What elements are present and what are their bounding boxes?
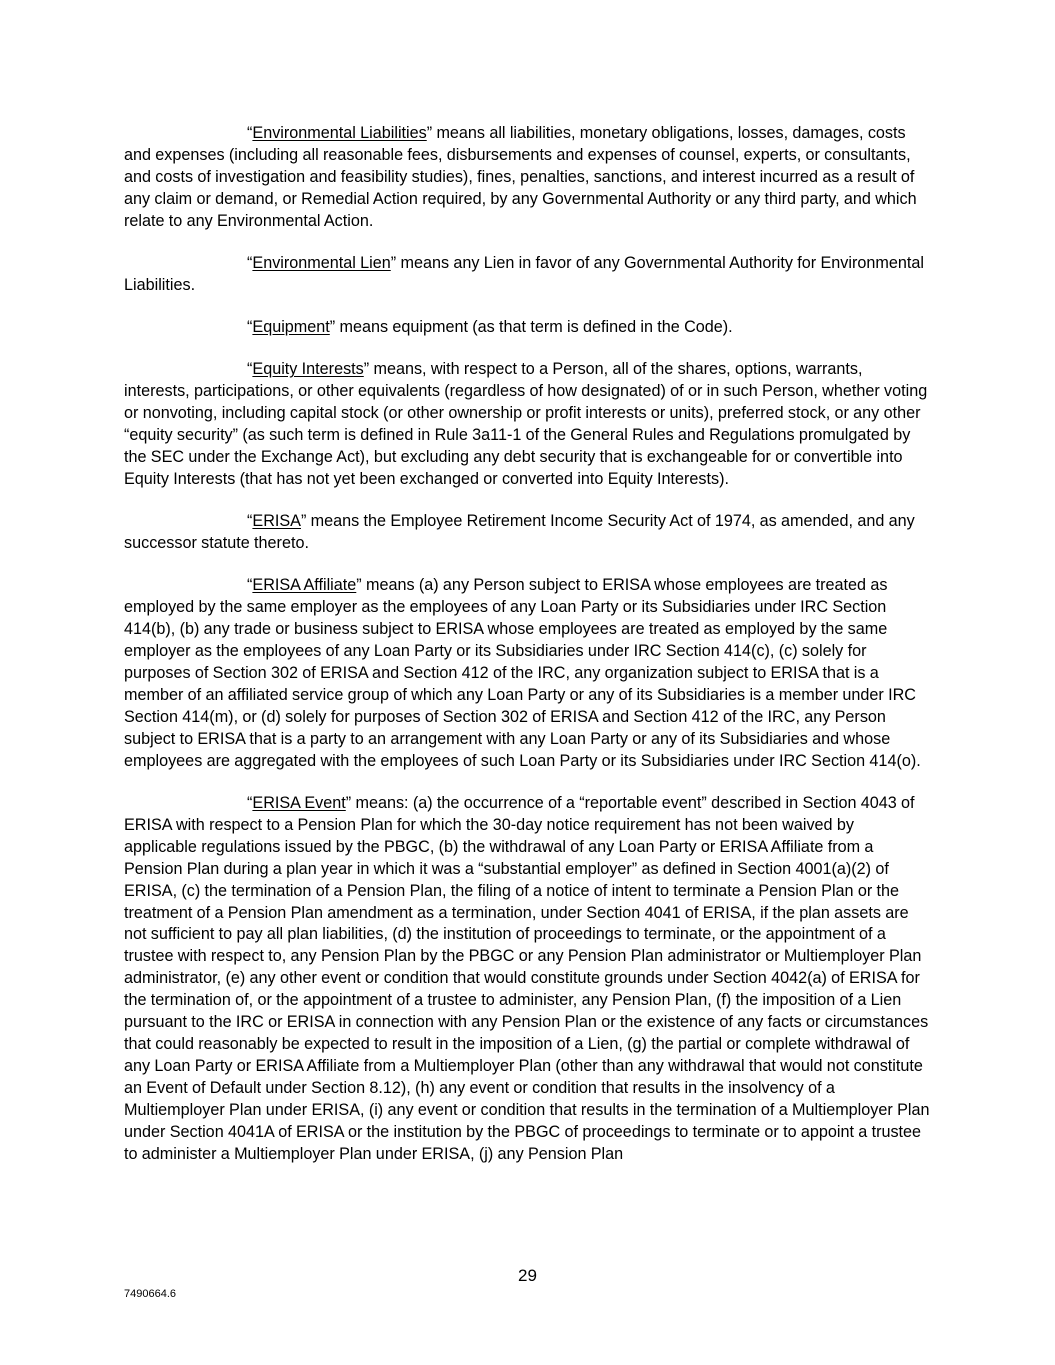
open-quote: “	[247, 124, 253, 142]
definition-text: ” means: (a) the occurrence of a “reportable event” described in Section 4043 of ERISA with respect to a Pension Plan for which the 30-day notice requirement has not been waived by applicable regulations issued by the PBGC, (b) the withdrawal of any Loan Party or ERISA Affiliate from a Pension Plan during a plan year in which it was a “substantial employer” as defined in Section 4001(a)(2) of ERISA, (c) the termination of a Pension Plan, the filing of a notice of intent to terminate a Pension Plan or the treatment of a Pension Plan amendment as a termination, under Section 4041 of ERISA, if the plan assets are not sufficient to pay all plan liabilities, (d) the institution of proceedings to terminate, or the appointment of a trustee with respect to, any Pension Plan by the PBGC or any Pension Plan administrator or Multiemployer Plan administrator, (e) any other event or condition that would constitute grounds under Section 4042(a) of ERISA for the termination of, or the appointment of a trustee to administer, any Pension Plan, (f) the imposition of a Lien pursuant to the IRC or ERISA in connection with any Pension Plan or the existence of any facts or circumstances that could reasonably be expected to result in the imposition of a Lien, (g) the partial or complete withdrawal of any Loan Party or ERISA Affiliate from a Multiemployer Plan (other than any withdrawal that would not constitute an Event of Default under Section 8.12), (h) any event or condition that results in the insolvency of a Multiemployer Plan under ERISA, (i) any event or condition that results in the termination of a Multiemployer Plan under Section 4041A of ERISA or the institution by the PBGC of proceedings to terminate or to appoint a trustee to administer a Multiemployer Plan under ERISA, (j) any Pension Plan	[124, 794, 930, 1163]
definitions-body	[124, 123, 931, 1186]
open-quote: “	[247, 253, 253, 272]
open-quote: “	[247, 576, 253, 595]
definition-text: ” means any Lien in favor of any Governmental Authority for Environmental Liabilities.	[124, 253, 924, 294]
open-quote: “	[247, 512, 253, 531]
definition-erisa	[124, 511, 931, 555]
defined-term: Equity Interests	[252, 360, 364, 379]
document-id: 7490664.6	[124, 1288, 176, 1300]
open-quote: “	[247, 318, 253, 337]
definition-text: ” means equipment (as that term is defined in the Code).	[329, 318, 733, 337]
open-quote: “	[247, 794, 253, 812]
definition-text: ” means, with respect to a Person, all of the shares, options, warrants, interests, participations, or other equivalents (regardless of how designated) of or in such Person, whether voting or nonvoting, including capital stock (or other ownership or profit interests or units), preferred stock, or any other “equity security” (as such term is defined in Rule 3a11-1 of the General Rules and Regulations promulgated by the SEC under the Exchange Act), but excluding any debt security that is exchangeable for or convertible into Equity Interests (that has not yet been exchanged or converted into Equity Interests).	[124, 360, 928, 488]
definition-text: ” means (a) any Person subject to ERISA whose employees are treated as employed by the same employer as the employees of any Loan Party or its Subsidiaries under IRC Section 414(b), (b) any trade or business subject to ERISA whose employees are treated as employed by the same employer as the employees of any Loan Party or its Subsidiaries under IRC Section 414(c), (c) solely for purposes of Section 302 of ERISA and Section 412 of the IRC, any organization subject to ERISA that is a member of an affiliated service group of which any Loan Party or any of its Subsidiaries is a member under IRC Section 414(m), or (d) solely for purposes of Section 302 of ERISA and Section 412 of the IRC, any Person subject to ERISA that is a party to an arrangement with any Loan Party or any of its Subsidiaries and whose employees are aggregated with the employees of such Loan Party or its Subsidiaries under IRC Section 414(o).	[124, 576, 921, 770]
definition-equipment	[124, 317, 931, 339]
defined-term: ERISA Event	[252, 794, 346, 812]
definition-text: ” means all liabilities, monetary obligations, losses, damages, costs and expenses (including all reasonable fees, disbursements and expenses of counsel, experts, or consultants, and costs of investigation and feasibility studies), fines, penalties, sanctions, and interest incurred as a result of any claim or demand, or Remedial Action required, by any Governmental Authority or any third party, and which relate to any Environmental Action.	[124, 124, 917, 230]
definition-erisa-affiliate	[124, 575, 931, 772]
definition-erisa-event	[124, 793, 931, 1165]
defined-term: Environmental Liabilities	[252, 124, 427, 142]
defined-term: Equipment	[252, 318, 330, 337]
definition-equity-interests	[124, 359, 931, 490]
page-number: 29	[518, 1266, 537, 1285]
defined-term: ERISA	[252, 512, 301, 531]
defined-term: ERISA Affiliate	[252, 576, 357, 595]
defined-term: Environmental Lien	[252, 253, 391, 272]
definition-environmental-lien	[124, 253, 931, 297]
open-quote: “	[247, 360, 253, 379]
definition-environmental-liabilities	[124, 123, 931, 233]
definition-text: ” means the Employee Retirement Income Security Act of 1974, as amended, and any successor statute thereto.	[124, 512, 915, 553]
